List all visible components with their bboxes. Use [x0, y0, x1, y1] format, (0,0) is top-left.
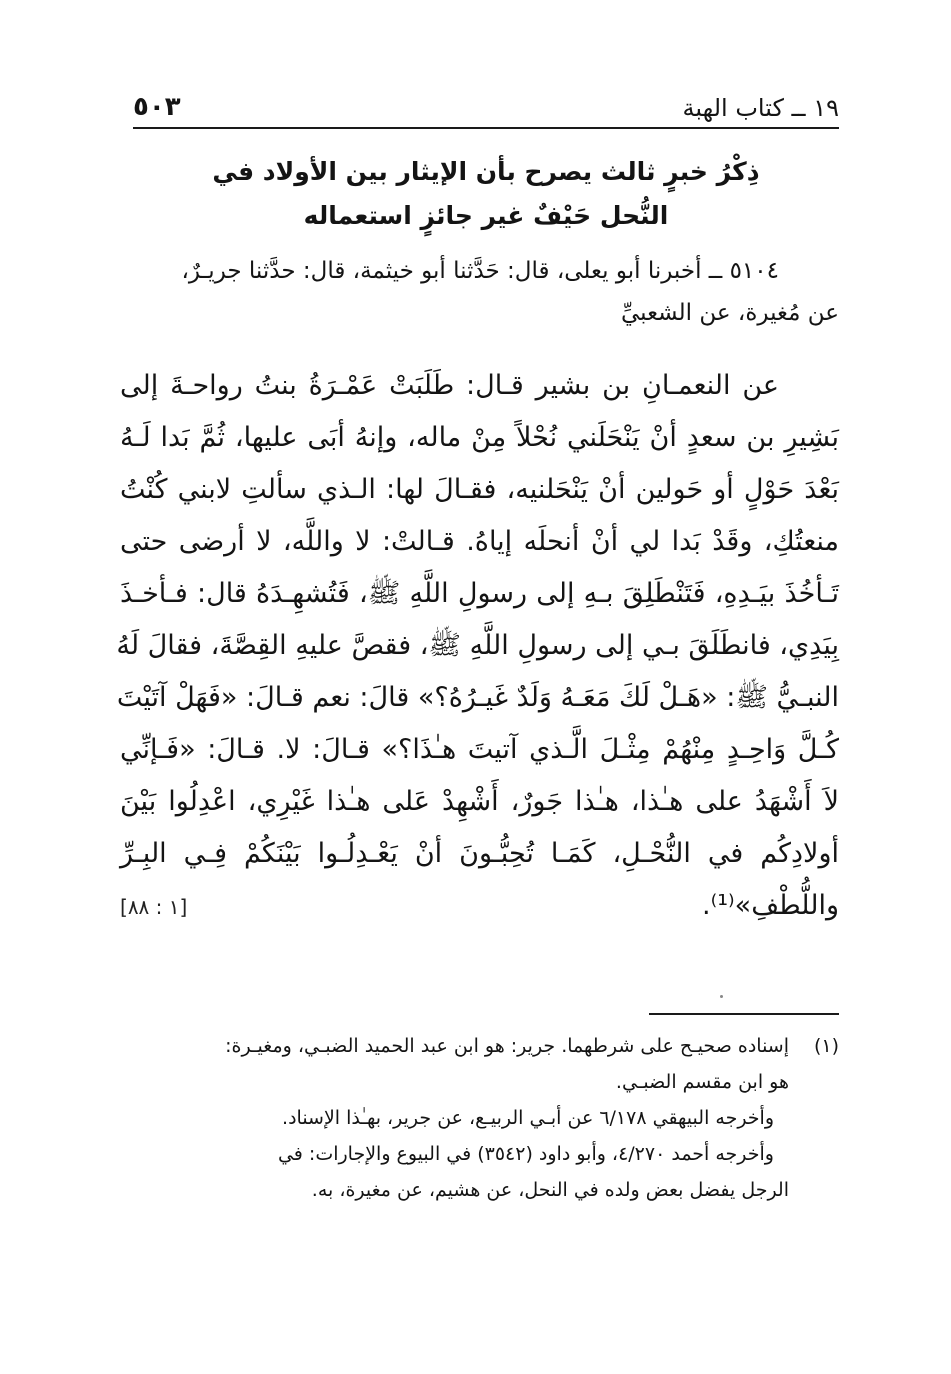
footnotes — [130, 1028, 839, 1208]
hadith-line: كُـلَّ وَاحِـدٍ مِنْهُمْ مِثْـلَ الَّـذي آتيتَ هـٰذَا؟» قـالَ: لا. قـالَ: «فَـإنِّي — [120, 734, 839, 765]
hadith-reference: [١ : ٨٨] — [120, 895, 188, 919]
hadith-chain-line-1: ٥١٠٤ ــ أخبرنا أبو يعلى، قال: حَدَّثنا أبو خيثمة، قال: حدَّثنا جريـرٌ، — [181, 258, 779, 284]
print-speck — [720, 995, 723, 998]
footnote-text: إسناده صحيـح على شرطهما. جرير: هو ابن عبد الحميد الضبـي، ومغيـرة: — [225, 1035, 789, 1057]
hadith-line: بَشِيرِ بن سعدٍ أنْ يَنْحَلَني نُحْلاً مِنْ ماله، وإنهُ أبَى عليها، ثُمَّ بَدا لَـهُ — [120, 422, 839, 453]
hadith-line: بِيَدِي، فانطَلَقَ بـي إلى رسولِ اللَّهِ ﷺ، فقصَّ عليهِ القِصَّةَ، فقالَ لَهُ — [116, 630, 839, 661]
running-header — [133, 82, 839, 122]
chapter-title: ١٩ ــ كتاب الهبة — [682, 94, 839, 122]
hadith-chain-line-2: عن مُغيرة، عن الشعبيِّ — [620, 300, 839, 326]
footnote-text: هو ابن مقسم الضبـي. — [615, 1071, 789, 1093]
hadith-line: لاَ أَشْهَدُ على هـٰذا، هـٰذا جَورٌ، أَشْهِدْ عَلى هـٰذا غَيْرِي، اعْدِلُوا بَيْنَ — [120, 786, 839, 817]
footnote-text: وأخرجه البيهقي ٦/١٧٨ عن أبـي الربيـع، عن جرير، بهـٰذا الإسناد. — [282, 1107, 774, 1129]
footnote-1 — [130, 1028, 839, 1064]
footnote-text: وأخرجه أحمد ٤/٢٧٠، وأبو داود (٣٥٤٢) في البيوع والإجارات: في — [277, 1143, 774, 1165]
hadith-chain — [120, 250, 839, 334]
section-title-line-1: ذِكْرُ خبرٍ ثالث يصرح بأن الإيثار بين الأولاد في — [212, 157, 760, 186]
section-title — [133, 150, 839, 238]
hadith-line: النبـيُّ ﷺ: «هَـلْ لَكَ مَعَـهُ وَلَدٌ غَيـرُهُ؟» قالَ: نعم قـالَ: «فَهَلْ آتَيْتَ — [116, 682, 839, 713]
hadith-line-end: واللُّطْفِ»⁽¹⁾. — [702, 890, 839, 921]
footnote-text: الرجل يفضل بعض ولده في النحل، عن هشيم، عن مغيرة، به. — [311, 1179, 789, 1201]
hadith-text — [116, 360, 839, 933]
section-title-line-2: النُّحل حَيْفٌ غير جائزٍ استعماله — [303, 201, 669, 230]
hadith-line: منعتُكِ، وقَدْ بَدا لي أنْ أنحلَه إياهُ. قـالتْ: لا واللَّه، لا أرضى حتى — [120, 526, 839, 557]
hadith-line: بَعْدَ حَوْلٍ أو حَولين أنْ يَنْحَلنيه، فقـالَ لها: الـذي سألتِ لابني كُنْتُ — [120, 474, 839, 505]
footnote-number: (١) — [813, 1035, 839, 1057]
footnote-rule — [649, 1013, 839, 1015]
hadith-line: تَـأخُذَ بيَـدِهِ، فَتَنْطَلِقَ بـهِ إلى رسولِ اللَّهِ ﷺ، فَتُشهِـدَهُ قال: فـأخـذَ — [120, 578, 839, 609]
page-number: ٥٠٣ — [133, 92, 181, 122]
hadith-line: عن النعمـانِ بن بشير قـال: طَلَبَتْ عَمْـرَةُ بنتُ رواحـةَ إلى — [120, 370, 779, 401]
header-rule — [133, 127, 839, 129]
hadith-last-line — [120, 880, 839, 933]
hadith-line: أولادِكُم في النُّحْـلِ، كَمَـا تُحِبُّـونَ أنْ يَعْـدِلُـوا بَيْنَكُمْ فِـي البِـرِّ — [120, 838, 839, 869]
